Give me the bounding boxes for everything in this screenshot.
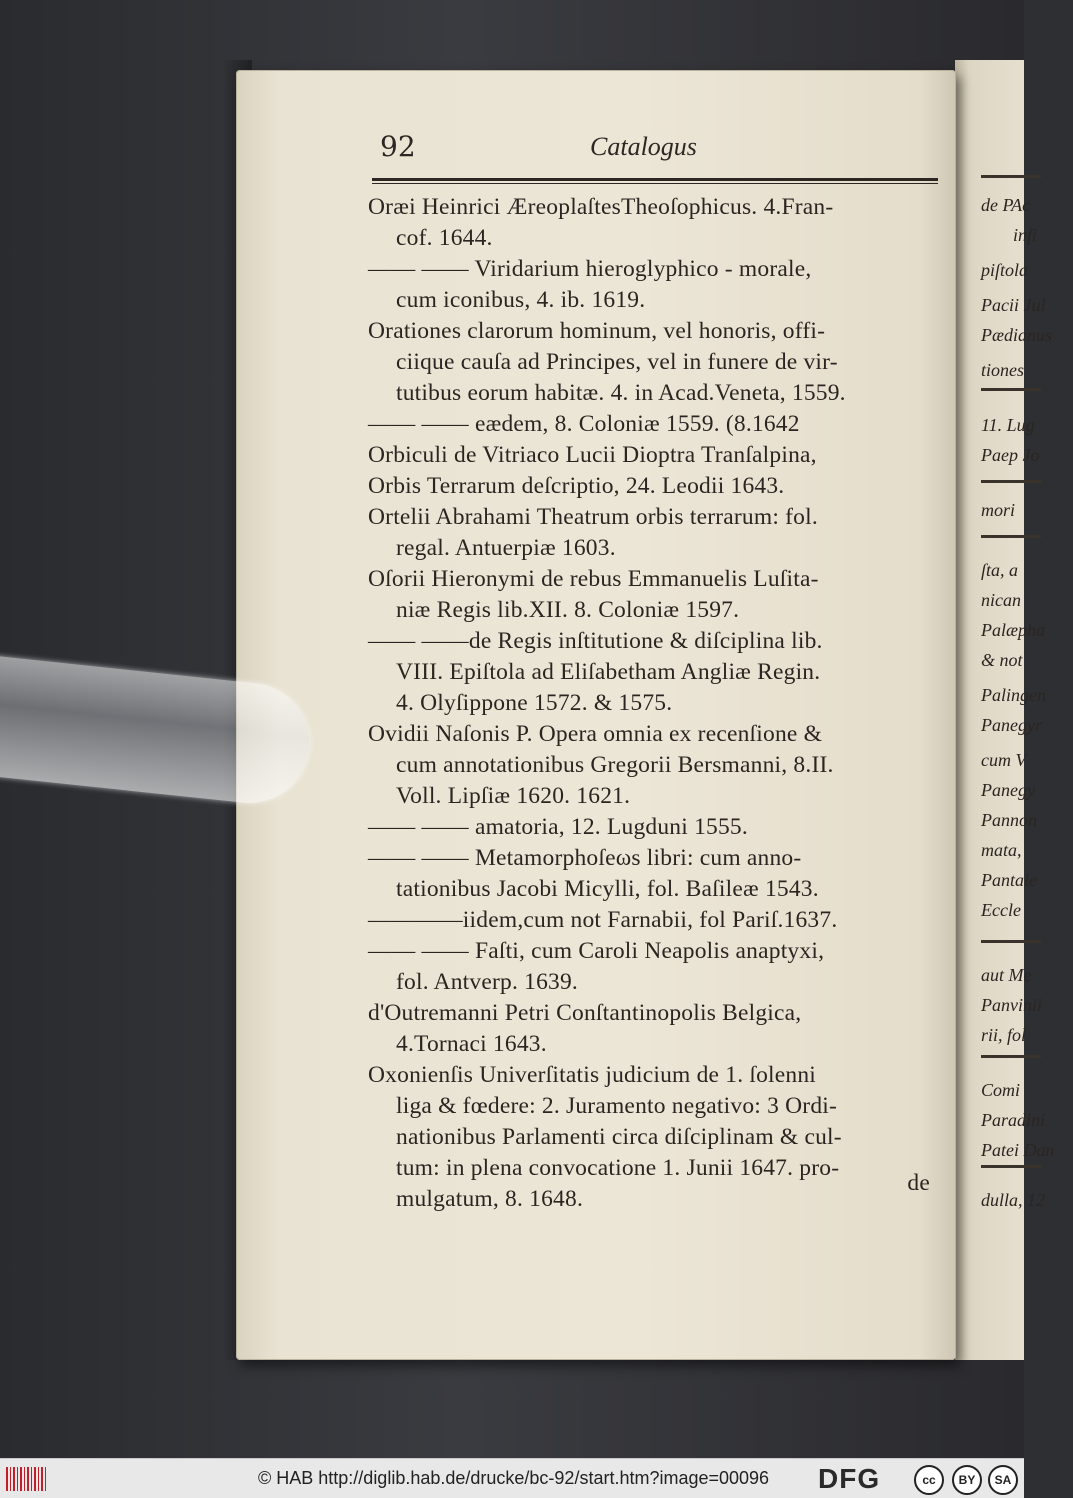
facing-page-fragment: infi bbox=[1013, 225, 1038, 245]
facing-page-fragment: Palæpha bbox=[981, 620, 1046, 640]
catalog-line: Orbiculi de Vitriaco Lucii Dioptra Tranſalpina, bbox=[368, 442, 817, 468]
facing-page-fragment: Pacii Jul bbox=[981, 295, 1046, 315]
catalog-line: tationibus Jacobi Micylli, fol. Baſileæ 1543. bbox=[396, 876, 819, 902]
catalog-line: Orbis Terrarum deſcriptio, 24. Leodii 1643. bbox=[368, 473, 785, 499]
cc-icon: cc bbox=[914, 1465, 944, 1495]
facing-page-rule bbox=[981, 480, 1041, 483]
catalog-line: d'Outremanni Petri Conſtantinopolis Belgica, bbox=[368, 1000, 802, 1026]
catalog-line: regal. Antuerpiæ 1603. bbox=[396, 535, 616, 561]
catalog-line: —— —— Metamorphoſeωs libri: cum anno- bbox=[368, 845, 802, 871]
facing-page-rule bbox=[981, 940, 1041, 943]
facing-page-fragment: Comi bbox=[981, 1080, 1021, 1100]
catalog-line: Voll. Lipſiæ 1620. 1621. bbox=[396, 783, 631, 809]
facing-page-fragment: piſtola bbox=[981, 260, 1029, 280]
viewer-footer bbox=[0, 1458, 1024, 1498]
catalog-line: ————iidem,cum not Farnabii, fol Pariſ.1637. bbox=[368, 907, 838, 933]
header-rule bbox=[372, 178, 938, 181]
catalog-line: cof. 1644. bbox=[396, 225, 493, 251]
catalog-line: Oſorii Hieronymi de rebus Emmanuelis Luſita- bbox=[368, 566, 819, 592]
catalog-line: —— —— eædem, 8. Coloniæ 1559. (8.1642 bbox=[368, 411, 800, 437]
facing-page-fragment: Panvinii bbox=[981, 995, 1042, 1015]
facing-page-fragment: Pannon bbox=[981, 810, 1037, 830]
facing-page-fragment: Eccle bbox=[981, 900, 1021, 920]
facing-page-rule bbox=[981, 175, 1041, 178]
catalog-line: 4. Olyſippone 1572. & 1575. bbox=[396, 690, 673, 716]
facing-page-fragment: Palingen bbox=[981, 685, 1046, 705]
catalog-line: Oxonienſis Univerſitatis judicium de 1. ſolenni bbox=[368, 1062, 817, 1088]
catalog-line: ciique cauſa ad Principes, vel in funere de vir- bbox=[396, 349, 838, 375]
facing-page-fragment: dulla, 12 bbox=[981, 1190, 1046, 1210]
facing-page-rule bbox=[981, 535, 1041, 538]
catalog-line: tutibus eorum habitæ. 4. in Acad.Veneta, 1559. bbox=[396, 380, 846, 406]
facing-page-fragment: nican bbox=[981, 590, 1021, 610]
facing-page-fragment: Panegy bbox=[981, 780, 1035, 800]
catalog-line: cum iconibus, 4. ib. 1619. bbox=[396, 287, 646, 313]
facing-page-fragment: & not bbox=[981, 650, 1023, 670]
facing-page bbox=[955, 60, 1055, 1360]
catalog-line: liga & fœdere: 2. Juramento negativo: 3 Ordi- bbox=[396, 1093, 838, 1119]
facing-page-fragment: cum V bbox=[981, 750, 1027, 770]
catalog-line: Oræi Heinrici ÆreoplaſtesTheoſophicus. 4.Fran- bbox=[368, 194, 834, 220]
catalog-entries bbox=[368, 192, 938, 1215]
catalog-line: —— —— Faſti, cum Caroli Neapolis anaptyxi, bbox=[368, 938, 825, 964]
facing-page-fragment: de PAc bbox=[981, 195, 1031, 215]
facing-page-fragment: 11. Lug bbox=[981, 415, 1035, 435]
dfg-logo: DFG bbox=[818, 1463, 881, 1494]
footer-credit-link[interactable]: © HAB http://diglib.hab.de/drucke/bc-92/start.htm?image=00096 bbox=[258, 1468, 770, 1488]
catalog-line: mulgatum, 8. 1648. bbox=[396, 1186, 584, 1212]
catalog-line: niæ Regis lib.XII. 8. Coloniæ 1597. bbox=[396, 597, 740, 623]
sa-icon: SA bbox=[988, 1465, 1018, 1495]
facing-page-fragment: mori bbox=[981, 500, 1016, 520]
by-icon: BY bbox=[952, 1465, 982, 1495]
catalog-line: —— —— amatoria, 12. Lugduni 1555. bbox=[368, 814, 748, 840]
running-head: Catalogus bbox=[590, 132, 697, 161]
facing-page-fragment: Paradini bbox=[981, 1110, 1046, 1130]
catalog-line: VIII. Epiſtola ad Eliſabetham Angliæ Regin. bbox=[396, 659, 821, 685]
barcode-icon bbox=[6, 1467, 46, 1491]
catalog-line: nationibus Parlamenti circa diſciplinam & cul- bbox=[396, 1124, 842, 1150]
page-number: 92 bbox=[380, 130, 416, 163]
catalog-line: fol. Antverp. 1639. bbox=[396, 969, 578, 995]
facing-page-rule bbox=[981, 388, 1041, 391]
header-rule-thin bbox=[372, 183, 938, 184]
facing-page-fragment: rii, fol bbox=[981, 1025, 1027, 1045]
catalog-line: Orationes clarorum hominum, vel honoris, offi- bbox=[368, 318, 826, 344]
catalog-line: Ortelii Abrahami Theatrum orbis terrarum: fol. bbox=[368, 504, 818, 530]
facing-page-fragment: Pædianus bbox=[981, 325, 1053, 345]
facing-page-fragment: Panegyr bbox=[981, 715, 1042, 735]
facing-page-fragment: Patei Dan bbox=[981, 1140, 1055, 1160]
facing-page-fragment: aut Me bbox=[981, 965, 1032, 985]
catchword: de bbox=[907, 1170, 930, 1196]
facing-page-fragment: Pantale bbox=[981, 870, 1037, 890]
facing-page-fragment: ſta, a bbox=[981, 560, 1019, 580]
catalog-line: cum annotationibus Gregorii Bersmanni, 8.II. bbox=[396, 752, 834, 778]
facing-page-rule bbox=[981, 1055, 1041, 1058]
catalog-line: —— —— Viridarium hieroglyphico - morale, bbox=[368, 256, 812, 282]
catalog-line: tum: in plena convocatione 1. Junii 1647. pro- bbox=[396, 1155, 840, 1181]
catalog-line: 4.Tornaci 1643. bbox=[396, 1031, 547, 1057]
catalog-line: Ovidii Naſonis P. Opera omnia ex recenſione & bbox=[368, 721, 823, 747]
page-header bbox=[380, 130, 940, 170]
facing-page-fragment: Paep Jo bbox=[981, 445, 1040, 465]
catalog-line: —— ——de Regis inſtitutione & diſciplina lib. bbox=[368, 628, 823, 654]
facing-page-fragment: mata, bbox=[981, 840, 1022, 860]
facing-page-fragment: tiones bbox=[981, 360, 1024, 380]
facing-page-rule bbox=[981, 1165, 1041, 1168]
